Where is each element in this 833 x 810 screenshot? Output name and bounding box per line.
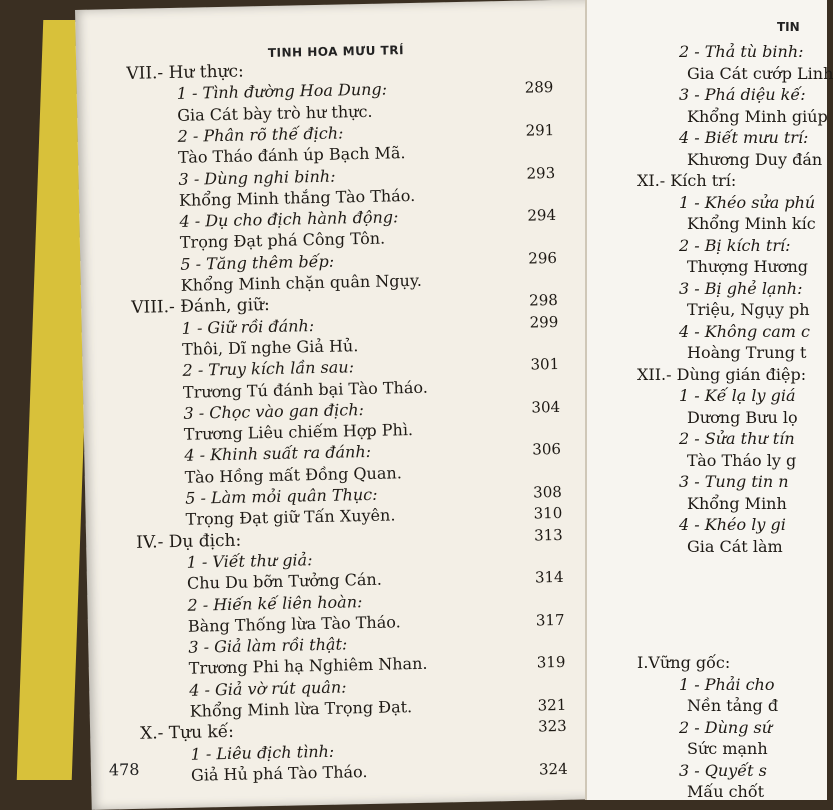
left-page (75, 0, 612, 810)
toc-entry-desc: Giả Hủ phá Tào Tháo. (190, 761, 368, 785)
toc-entry-sub: 2 - Phân rõ thế địch: (177, 123, 344, 146)
toc-page-number: 293 (526, 163, 556, 183)
toc-page-number: 291 (525, 120, 555, 140)
toc-entry-desc: Tào Tháo ly g (687, 450, 797, 470)
toc-page-number: 306 (532, 440, 562, 459)
toc-entry-desc: Gia Cát bày trò hư thực. (177, 101, 373, 125)
toc-entry-sub: 1 - Liêu địch tình: (190, 741, 335, 764)
toc-entry-section: XII.- Dùng gián điệp: (637, 364, 807, 384)
toc-page-number: 301 (530, 355, 560, 374)
toc-entry-desc: Khổng Minh kíc (687, 214, 816, 233)
toc-entry-desc: Thôi, Dĩ nghe Giả Hủ. (181, 336, 359, 359)
page-number: 478 (108, 759, 140, 780)
toc-page-number: 319 (536, 653, 566, 672)
toc-entry-desc: Trọng Đạt giữ Tấn Xuyên. (185, 505, 396, 530)
toc-entry-sub: 5 - Làm mỏi quân Thục: (185, 484, 378, 508)
toc-entry-sub: 4 - Biết mưu trí: (679, 128, 809, 147)
toc-entry-sub: 3 - Phá diệu kế: (679, 85, 806, 104)
toc-entry-sub: 2 - Hiến kế liên hoàn: (187, 591, 363, 615)
toc-entry-section: VII.- Hư thực: (126, 61, 244, 84)
toc-entry-sub: 1 - Giữ rồi đánh: (181, 315, 315, 338)
toc-page-number: 296 (528, 248, 558, 268)
toc-entry-desc: Hoàng Trung t (687, 343, 807, 362)
toc-entry-sub: 1 - Phải cho (679, 674, 775, 694)
toc-entry-sub: 2 - Truy kích lần sau: (182, 357, 355, 381)
toc-page-number: 323 (537, 717, 567, 736)
toc-entry-desc: Trương Liêu chiếm Hợp Phì. (183, 420, 414, 444)
toc-entry-desc: Khổng Minh (687, 493, 787, 513)
toc-page-number: 313 (533, 525, 563, 545)
toc-entry-desc: Trương Tú đánh bại Tào Tháo. (182, 377, 429, 402)
running-head-left: TINH HOA MƯU TRÍ (267, 43, 405, 60)
toc-entry-sub: 1 - Viết thư giả: (186, 550, 313, 572)
toc-entry-section: X.- Tựu kế: (139, 722, 235, 745)
toc-entry-sub: 3 - Tung tin n (679, 472, 789, 491)
toc-entry-sub: 4 - Giả vờ rút quân: (189, 677, 347, 700)
toc-page-number: 310 (533, 504, 563, 523)
toc-page-number: 298 (529, 291, 559, 310)
toc-entry-desc: Gia Cát cướp Linh (687, 63, 833, 83)
toc-entry-desc: Mấu chốt (687, 782, 765, 801)
toc-page-number: 314 (534, 568, 564, 587)
toc-entry-sub: 1 - Kế lạ ly giá (679, 386, 796, 405)
toc-entry-desc: Khổng Minh giúp (687, 106, 828, 126)
toc-entry-section: VIII.- Đánh, giữ: (131, 295, 270, 319)
toc-entry-sub: 2 - Dùng sứ (679, 717, 773, 737)
toc-entry-sub: 2 - Bị kích trí: (679, 235, 791, 255)
toc-entry-sub: 3 - Bị ghẻ lạnh: (679, 278, 803, 298)
toc-entry-desc: Triệu, Ngụy ph (687, 300, 810, 319)
toc-entry-desc: Dương Bưu lọ (687, 407, 798, 427)
right-page (585, 0, 833, 801)
toc-page-number: 299 (529, 312, 559, 332)
toc-entry-sub: 3 - Dùng nghi binh: (178, 166, 336, 189)
toc-entry-desc: Thượng Hương (687, 257, 808, 276)
toc-entry-section: IV.- Dụ địch: (135, 530, 242, 553)
toc-page-number: 324 (538, 759, 568, 779)
toc-entry-desc: Gia Cát làm (687, 536, 783, 556)
toc-entry-sub: 4 - Không cam c (679, 321, 810, 341)
toc-entry-desc: Chu Du bỡn Tưởng Cán. (186, 569, 383, 593)
toc-entry-sub: 2 - Sửa thư tín (679, 429, 795, 448)
toc-entry-sub: 4 - Dụ cho địch hành động: (179, 207, 399, 231)
toc-entry-sub: 4 - Khéo ly gi (679, 515, 786, 534)
toc-entry-sub: 3 - Chọc vào gan địch: (183, 399, 365, 423)
toc-entry-desc: Khổng Minh chặn quân Ngụy. (180, 270, 423, 295)
toc-page-number: 294 (527, 206, 557, 225)
toc-entry-desc: Nền tảng đ (687, 696, 779, 715)
toc-entry-desc: Tào Tháo đánh úp Bạch Mã. (177, 143, 406, 168)
toc-entry-desc: Trọng Đạt phá Công Tôn. (179, 228, 386, 253)
running-head-right: TIN (777, 20, 800, 34)
toc-entry-sub: 2 - Thả tù binh: (679, 42, 804, 61)
toc-entry-section: I.Vững gốc: (637, 653, 731, 672)
toc-page-number: 317 (535, 610, 565, 630)
toc-entry-sub: 1 - Tình đường Hoa Dung: (176, 79, 388, 104)
toc-entry-sub: 3 - Quyết s (679, 760, 767, 780)
toc-entry-sub: 5 - Tăng thêm bếp: (180, 251, 335, 274)
toc-page-number: 321 (537, 695, 567, 715)
toc-entry-desc: Khương Duy đán (687, 149, 823, 169)
toc-entry-desc: Bàng Thống lừa Tào Tháo. (187, 612, 401, 636)
toc-entry-sub: 3 - Giả làm rồi thật: (188, 634, 348, 657)
toc-entry-desc: Tào Hồng mất Đồng Quan. (184, 462, 402, 487)
toc-entry-desc: Khổng Minh lừa Trọng Đạt. (189, 697, 413, 721)
toc-page-number: 289 (524, 78, 554, 97)
toc-entry-desc: Trương Phi hạ Nghiêm Nhan. (188, 654, 428, 679)
toc-entry-desc: Sức mạnh (687, 739, 768, 758)
toc-page-number: 304 (531, 397, 561, 417)
toc-entry-sub: 1 - Khéo sửa phú (679, 192, 816, 212)
toc-page-number: 308 (533, 482, 563, 502)
toc-entry-sub: 4 - Khinh suất ra đánh: (184, 442, 372, 466)
toc-entry-desc: Khổng Minh thắng Tào Tháo. (178, 185, 416, 210)
toc-entry-section: XI.- Kích trí: (637, 171, 737, 190)
